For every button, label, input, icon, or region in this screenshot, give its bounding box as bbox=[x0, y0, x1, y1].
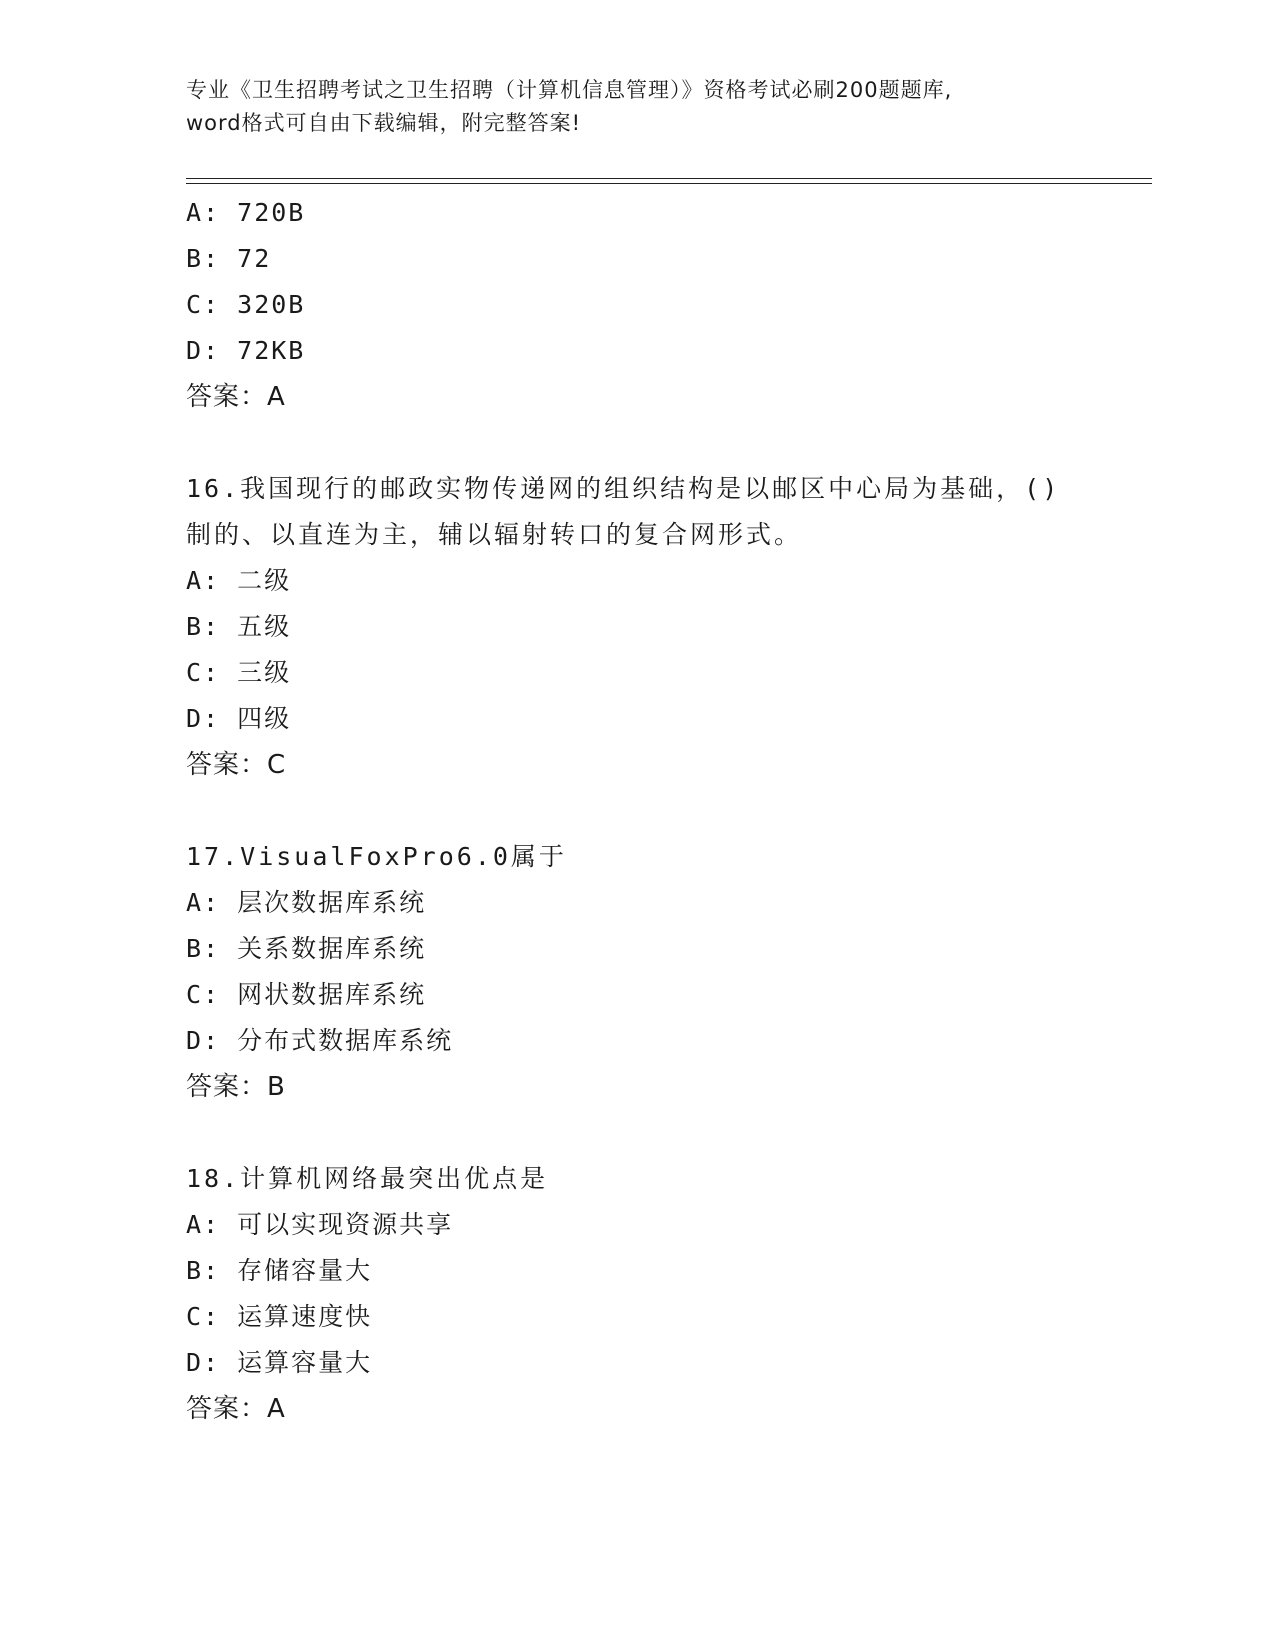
question-content bbox=[186, 190, 1086, 1432]
answer-line: 答案：C bbox=[186, 750, 287, 780]
question-15-continued bbox=[186, 190, 1086, 420]
header-line-1: 专业《卫生招聘考试之卫生招聘（计算机信息管理）》资格考试必刷200题题库, bbox=[186, 78, 953, 102]
spacer bbox=[186, 788, 1086, 834]
question-stem: 16.我国现行的邮政实物传递网的组织结构是以邮区中心局为基础，() bbox=[186, 474, 1061, 503]
option-a: A: 二级 bbox=[186, 566, 292, 595]
question-17 bbox=[186, 834, 1086, 1110]
option-c: C: 网状数据库系统 bbox=[186, 980, 427, 1009]
option-b: B: 72 bbox=[186, 244, 272, 273]
option-d: D: 72KB bbox=[186, 336, 306, 365]
option-c: C: 三级 bbox=[186, 658, 292, 687]
spacer bbox=[186, 1110, 1086, 1156]
answer-line: 答案：B bbox=[186, 1072, 286, 1102]
option-d: D: 四级 bbox=[186, 704, 292, 733]
header-divider-bottom bbox=[186, 183, 1152, 184]
question-stem-continuation: 制的、以直连为主，辅以辐射转口的复合网形式。 bbox=[186, 520, 803, 549]
document-header bbox=[186, 74, 1086, 140]
answer-line: 答案：A bbox=[186, 1394, 286, 1424]
option-d: D: 分布式数据库系统 bbox=[186, 1026, 454, 1055]
option-a: A: 可以实现资源共享 bbox=[186, 1210, 454, 1239]
option-b: B: 关系数据库系统 bbox=[186, 934, 427, 963]
option-a: A: 720B bbox=[186, 198, 306, 227]
option-d: D: 运算容量大 bbox=[186, 1348, 373, 1377]
question-16 bbox=[186, 466, 1086, 788]
spacer bbox=[186, 420, 1086, 466]
question-18 bbox=[186, 1156, 1086, 1432]
option-b: B: 存储容量大 bbox=[186, 1256, 373, 1285]
question-stem: 17.VisualFoxPro6.0属于 bbox=[186, 842, 567, 871]
question-stem: 18.计算机网络最突出优点是 bbox=[186, 1164, 549, 1193]
option-b: B: 五级 bbox=[186, 612, 292, 641]
header-line-2: word格式可自由下载编辑，附完整答案! bbox=[186, 111, 582, 135]
option-a: A: 层次数据库系统 bbox=[186, 888, 427, 917]
answer-line: 答案：A bbox=[186, 382, 286, 412]
option-c: C: 320B bbox=[186, 290, 306, 319]
option-c: C: 运算速度快 bbox=[186, 1302, 373, 1331]
header-divider-top bbox=[186, 178, 1152, 179]
